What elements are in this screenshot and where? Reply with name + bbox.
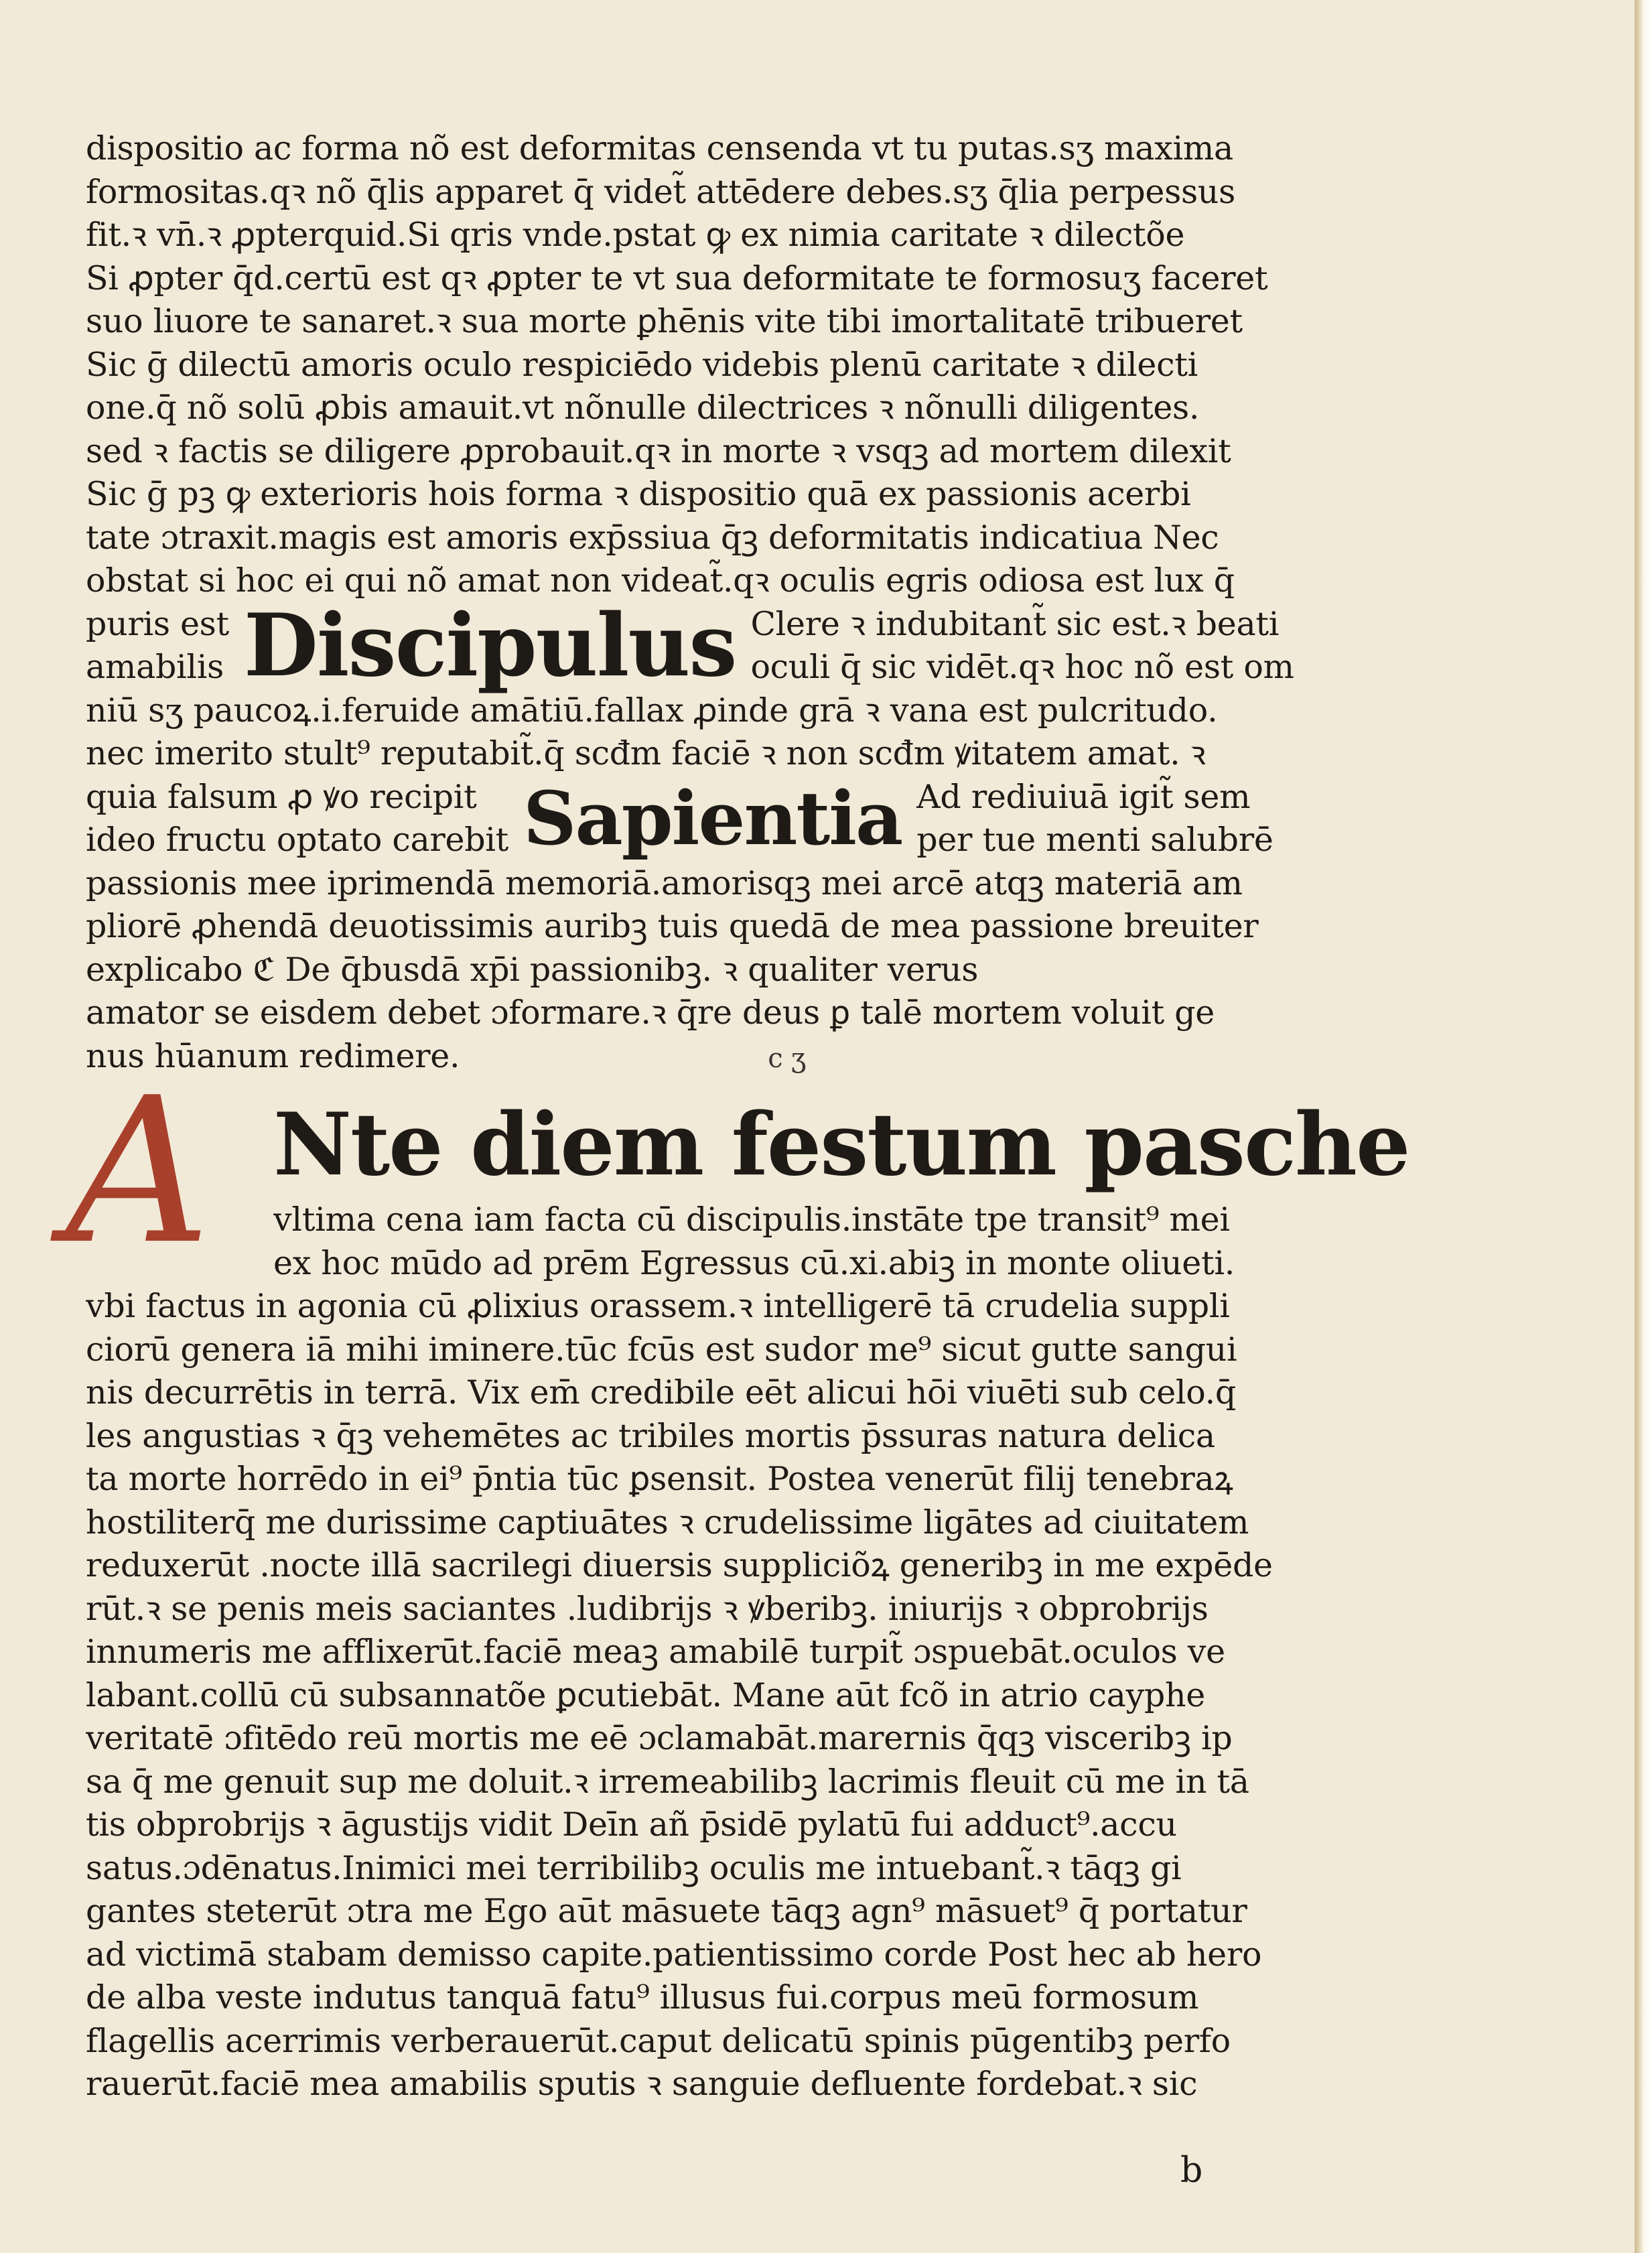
text-line: one.q̄ nõ solū ꝓbis amauit.vt nõnulle dilectrices ꝛ nõnulli diligentes. [86, 389, 1200, 427]
discipulus-left-line: puris est [86, 604, 229, 643]
speaker-heading-discipulus: Discipulus [243, 596, 736, 696]
lines-before-discipulus [86, 127, 1305, 603]
text-line: ta morte horrēdo in ei⁹ p̄ntia tūc ꝑsensit. Postea venerūt filij tenebraꝝ [86, 1460, 1233, 1498]
text-line: rūt.ꝛ se penis meis saciantes .ludibrijs ꝛ ꝟberibꝫ. iniurijs ꝛ obprobrijs [86, 1589, 1209, 1628]
text-line: dispositio ac forma nõ est deformitas censenda vt tu putas.sʒ maxima [86, 129, 1233, 167]
text-line: ad victimā stabam demisso capite.patientissimo corde Post hec ab hero [86, 1935, 1262, 1974]
text-line: amator se eisdem debet ɔformare.ꝛ q̄re deus ꝑ talē mortem voluit ge [86, 994, 1215, 1032]
text-line: ex hoc mūdo ad prēm Egressus cū.xi.abiꝫ in monte oliueti. [273, 1243, 1235, 1282]
text-line: reduxerūt .nocte illā sacrilegi diuersis suppliciõꝝ generibꝫ in me expēde [86, 1546, 1273, 1584]
text-line: nis decurrētis in terrā. Vix em̄ credibile eēt alicui hōi viuēti sub celo.q̄ [86, 1373, 1236, 1412]
text-line [86, 1035, 1305, 1079]
incipit-heading: Nte diem festum pasche [273, 1095, 1409, 1195]
sapientia-left-line: quia falsum ꝓ ꝟo recipit [86, 777, 477, 816]
text-line: innumeris me afflixerūt.faciē meaꝫ amabilē turpit̃ ɔspuebāt.oculos ve [86, 1633, 1225, 1671]
text-line: hostiliterq̄ me durissime captiuātes ꝛ crudelissime ligātes ad ciuitatem [86, 1503, 1249, 1542]
page-edge [1635, 0, 1652, 2253]
discipulus-row [86, 596, 1305, 696]
red-initial-letter: A [66, 1054, 211, 1288]
text-line: obstat si hoc ei qui nõ amat non videat̃.qꝛ oculis egris odiosa est lux q̄ [86, 561, 1235, 600]
text-line: vbi factus in agonia cū ꝓlixius orassem.ꝛ intelligerē tā crudelia suppli [86, 1287, 1230, 1325]
sapientia-right-line: Ad rediuiuā igit̃ sem [916, 777, 1251, 816]
text-line-content: nus hūanum redimere. [86, 1036, 460, 1075]
discipulus-left-line: amabilis [86, 648, 224, 686]
text-line: de alba veste indutus tanquā fatu⁹ illusus fui.corpus meū formosum [86, 1978, 1199, 2017]
text-line: labant.collū cū subsannatõe ꝑcutiebāt. Mane aūt fcõ in atrio cayphe [86, 1676, 1205, 1714]
text-line: explicabo ℭ De q̄busdā xp̄i passionibꝫ. ꝛ qualiter verus [86, 950, 979, 989]
text-line: Sic ḡ pꝫ ꝙ exterioris hois forma ꝛ dispositio quā ex passionis acerbi [86, 475, 1191, 513]
marginal-mark: c ʒ [768, 1042, 807, 1074]
text-line: formositas.qꝛ nõ q̄lis apparet q̄ videt̃ attēdere debes.sʒ q̄lia perpessus [86, 172, 1235, 211]
text-line: sa q̄ me genuit sup me doluit.ꝛ irremeabilibꝫ lacrimis fleuit cū me in tā [86, 1762, 1249, 1801]
signature-mark: b [1180, 2150, 1203, 2191]
sapientia-row [86, 776, 1305, 862]
lines-middle [86, 689, 1305, 776]
lines-final [86, 1285, 1305, 2106]
text-line: pliorē ꝓhendā deuotissimis auribꝫ tuis quedā de mea passione breuiter [86, 907, 1259, 945]
text-line: gantes steterūt ɔtra me Ego aūt māsuete tāqꝫ agn⁹ māsuet⁹ q̄ portatur [86, 1892, 1247, 1930]
text-line: Sic ḡ dilectū amoris oculo respiciēdo videbis plenū caritate ꝛ dilecti [86, 345, 1198, 384]
text-line: fit.ꝛ vn̄.ꝛ ꝓpterquid.Si qris vnde.pstat ꝙ ex nimia caritate ꝛ dilectõe [86, 216, 1185, 254]
sapientia-right-line: per tue menti salubrē [916, 821, 1274, 859]
text-line: nec imerito stult⁹ reputabit̃.q̄ scđm faciē ꝛ non scđm ꝟitatem amat. ꝛ [86, 734, 1206, 772]
text-line: veritatē ɔfitēdo reū mortis me eē ɔclamabāt.marernis q̄qꝫ visceribꝫ ip [86, 1719, 1233, 1757]
text-line: satus.ɔdēnatus.Inimici mei terribilibꝫ oculis me intuebant̃.ꝛ tāqꝫ gi [86, 1848, 1182, 1887]
text-line: sed ꝛ factis se diligere ꝓprobauit.qꝛ in morte ꝛ vsqꝫ ad mortem dilexit [86, 431, 1231, 470]
text-line: les angustias ꝛ q̄ꝫ vehemētes ac tribiles mortis p̄ssuras natura delica [86, 1416, 1215, 1455]
text-line: suo liuore te sanaret.ꝛ sua morte ꝑhēnis vite tibi imortalitatē tribueret [86, 302, 1243, 340]
text-line: flagellis acerrimis verberauerūt.caput delicatū spinis pūgentibꝫ perfo [86, 2021, 1231, 2060]
text-line: rauerūt.faciē mea amabilis sputis ꝛ sanguie defluente fordebat.ꝛ sic [86, 2065, 1198, 2103]
sapientia-left-line: ideo fructu optato carebit [86, 821, 509, 859]
speaker-heading-sapientia: Sapientia [523, 775, 902, 862]
text-line: tis obprobrijs ꝛ āgustijs vidit Deīn añ p̄sidē pylatū fui adduct⁹.accu [86, 1805, 1177, 1844]
page-text [66, 127, 1409, 2106]
text-line: ciorū genera iā mihi iminere.tūc fcūs est sudor me⁹ sicut gutte sangui [86, 1330, 1237, 1369]
lines-after-sapientia [86, 862, 1305, 1079]
lines-indented [86, 1199, 1305, 1285]
text-line: niū sʒ paucoꝝ.i.feruide amātiū.fallax ꝓinde grā ꝛ vana est pulcritudo. [86, 691, 1218, 730]
text-line: Si ꝓpter q̄d.certū est qꝛ ꝓpter te vt sua deformitate te formosuʒ faceret [86, 259, 1268, 297]
text-line: tate ɔtraxit.magis est amoris exp̄ssiua q̄ꝫ deformitatis indicatiua Nec [86, 518, 1219, 557]
discipulus-right-line: Clere ꝛ indubitant̃ sic est.ꝛ beati [750, 604, 1280, 643]
text-line: vltima cena iam facta cū discipulis.instāte tpe transit⁹ mei [273, 1201, 1230, 1239]
discipulus-right-line: oculi q̄ sic vidēt.qꝛ hoc nõ est om [750, 648, 1294, 686]
text-line: passionis mee iprimendā memoriā.amorisqꝫ mei arcē atqꝫ materiā am [86, 864, 1243, 902]
